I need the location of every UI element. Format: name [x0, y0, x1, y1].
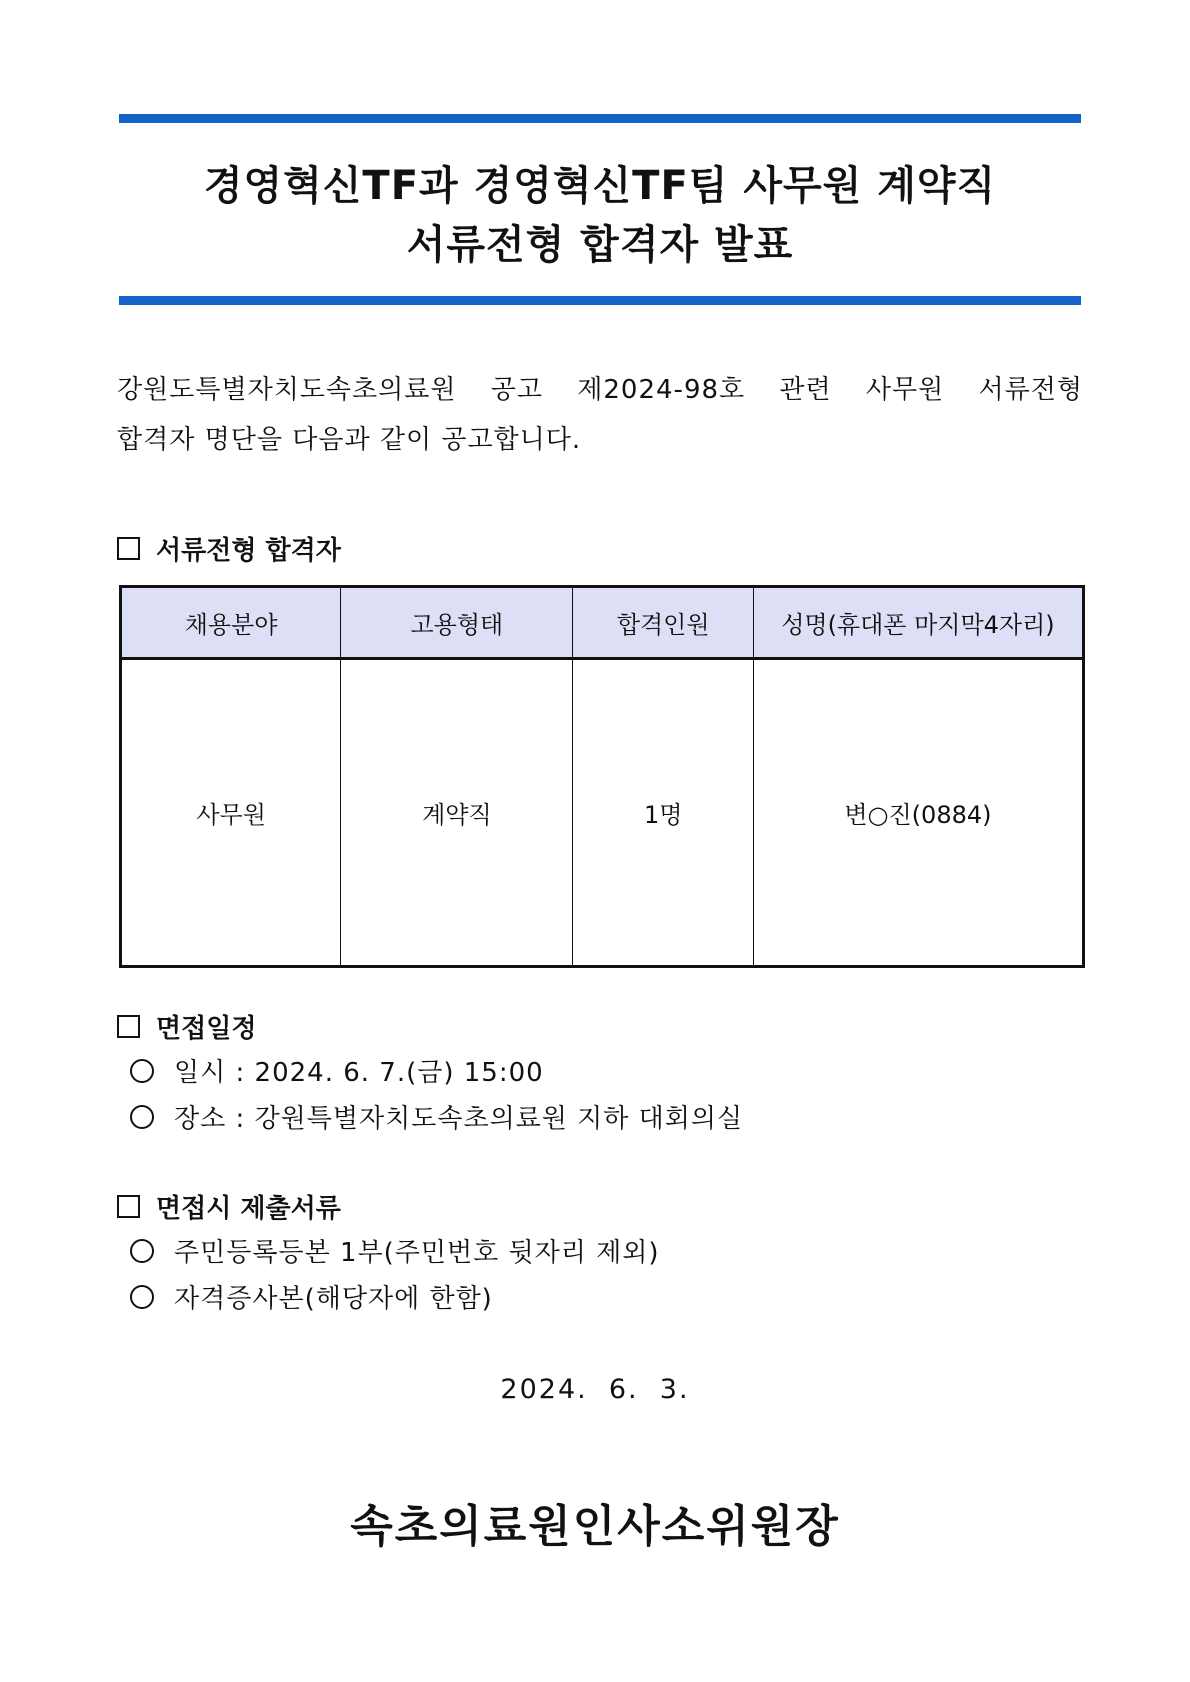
list-item	[130, 1232, 659, 1269]
section-heading-label: 서류전형 합격자	[156, 536, 341, 566]
table-cell: 사무원	[121, 659, 341, 967]
square-bullet-icon	[117, 537, 140, 560]
square-bullet-icon	[117, 1015, 140, 1038]
results-table	[119, 585, 1085, 968]
section-heading-label: 면접시 제출서류	[156, 1194, 341, 1224]
signature-issuer: 속초의료원인사소위원장	[350, 1501, 840, 1552]
title-rule-top	[119, 114, 1081, 123]
intro-line2: 합격자 명단을 다음과 같이 공고합니다.	[117, 425, 582, 455]
column-header: 성명(휴대폰 마지막4자리)	[753, 587, 1083, 659]
list-item-text: 자격증사본(해당자에 한함)	[174, 1284, 493, 1314]
circle-bullet-icon	[130, 1105, 154, 1129]
list-item	[130, 1098, 743, 1135]
column-header: 채용분야	[121, 587, 341, 659]
list-item-text: 일시 : 2024. 6. 7.(금) 15:00	[174, 1058, 544, 1088]
circle-bullet-icon	[130, 1285, 154, 1309]
announcement-date: 2024. 6. 3.	[500, 1374, 690, 1405]
page-title-line1: 경영혁신TF과 경영혁신TF팀 사무원 계약직	[203, 163, 997, 209]
list-item-text: 장소 : 강원특별자치도속초의료원 지하 대회의실	[174, 1104, 744, 1134]
circle-bullet-icon	[130, 1059, 154, 1083]
intro-line1: 강원도특별자치도속초의료원 공고 제2024-98호 관련 사무원 서류전형	[117, 375, 1083, 405]
column-header: 고용형태	[341, 587, 573, 659]
list-item-text: 주민등록등본 1부(주민번호 뒷자리 제외)	[174, 1238, 660, 1268]
table-cell: 변○진(0884)	[753, 659, 1083, 967]
list-item	[130, 1052, 544, 1089]
circle-bullet-icon	[130, 1239, 154, 1263]
section-heading-interview-schedule	[117, 1008, 256, 1045]
column-header: 합격인원	[573, 587, 753, 659]
square-bullet-icon	[117, 1195, 140, 1218]
table-cell: 1명	[573, 659, 753, 967]
section-heading-results	[117, 530, 341, 567]
intro-paragraph	[117, 365, 1083, 465]
list-item	[130, 1278, 493, 1315]
table-cell: 계약직	[341, 659, 573, 967]
table-header-row	[121, 587, 1084, 659]
section-heading-label: 면접일정	[156, 1014, 257, 1044]
page-title-line2: 서류전형 합격자 발표	[406, 222, 794, 268]
section-heading-documents	[117, 1188, 341, 1225]
title-rule-bottom	[119, 296, 1081, 305]
table-row	[121, 659, 1084, 967]
